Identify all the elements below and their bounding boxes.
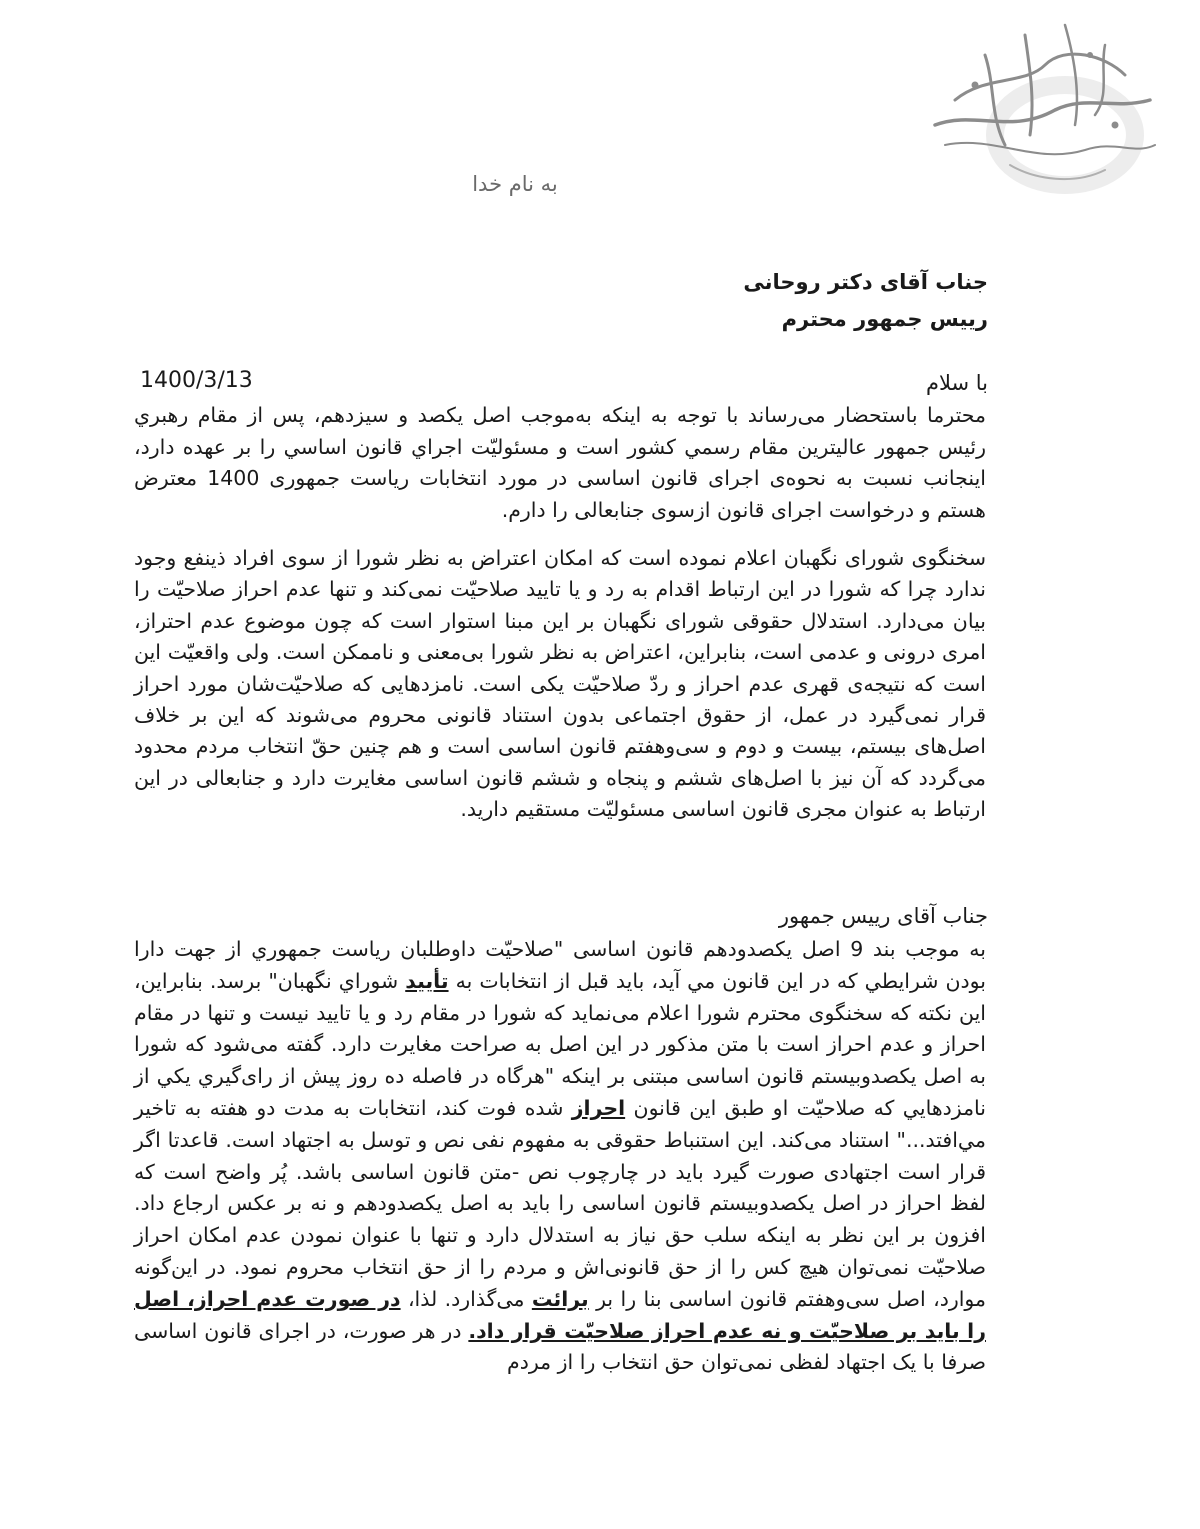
p3-text-4: می‌گذارد. لذا، xyxy=(400,1286,532,1311)
p3-underlined-approval: تأييد xyxy=(405,968,449,993)
p3-underlined-innocence: برائت xyxy=(531,1286,589,1311)
p3-text-5: در هر صورت، در اجرای قانون اساسی صرفا با یک اجتهاد لفظی نمی‌توان حق انتخاب را از مردم xyxy=(134,1318,986,1375)
p3-underlined-conclusion: در صورت عدم احراز، اصل را باید بر صلاحیّت و نه عدم احراز صلاحیّت قرار داد. xyxy=(134,1286,986,1343)
paragraph-2: سخنگوی شورای نگهبان اعلام نموده است که امکان اعتراض به نظر شورا از سوی افراد ذینفع وجود ندارد چرا که شورا در این ارتباط اقدام به رد و یا تایید صلاحیّت نمی‌کند و تنها عدم احراز صلاحیّت را بیان می‌دارد. استدلال حقوقی شورای نگهبان بر این مبنا استوار است که چون موضوع عدم احتراز، امری درونی و عدمی است، بنابراین، اعتراض به نظر شورا بی‌معنی و ناممکن است. ولی واقعیّت این است که نتیجه‌ی قهری عدم احراز و ردّ صلاحیّت یکی است. نامزدهایی که صلاحیّت‌شان مورد احراز قرار نمی‌گیرد در عمل، از حقوق اجتماعی بدون استناد قانونی محروم می‌شوند که این بر خلاف اصل‌های بیستم، بیست و دوم و سی‌وهفتم قانون اساسی است و هم چنین حقّ انتخاب مردم محدود می‌گردد که آن نیز با اصل‌های ششم و پنجاه و ششم قانون اساسی مغایرت دارد و جنابعالی در این ارتباط به عنوان مجری قانون اساسی مسئولیّت مستقیم دارید. xyxy=(134,546,986,822)
addressee-line-1: جناب آقای دکتر روحانی xyxy=(743,270,988,294)
letter-date: 1400/3/13 xyxy=(140,368,253,393)
paragraph-3 xyxy=(134,934,986,1379)
p3-underlined-verification: احراز xyxy=(571,1095,626,1120)
p3-text-2: شوراي نگهبان" برسد. بنابراین، این نکته که سخنگوی محترم شورا اعلام می‌نماید که شورا در مقام رد و یا تایید نیست و تنها در مقام احراز و عدم احراز است با متن مذکور در این اصل به صراحت مغایرت دارد. گفته می‌شود که شورا به اصل یکصدوبیستم قانون اساسی مبتنی بر اینکه "هرگاه در فاصله ده روز پيش از رای‌گیري يکي از نامزدهايي كه صلاحيّت او طبق اين قانون xyxy=(134,968,986,1120)
addressee-line-2: رییس جمهور محترم xyxy=(781,307,988,331)
greeting: با سلام xyxy=(925,371,988,395)
paragraph-1: محترما باستحضار می‌رساند با توجه به اینکه به‌موجب اصل یکصد و سیزدهم، پس از مقام رهبري رئيس جمهور عاليترين مقام رسمي كشور است و مسئولیّت اجراي قانون اساسي را بر عهده دارد، اینجانب نسبت به نحوه‌ی اجرای قانون اساسی در مورد انتخابات ریاست جمهوری 1400 معترض هستم و درخواست اجرای قانون ازسوی جنابعالی را دارم. xyxy=(134,403,986,522)
p3-text-1: به موجب بند 9 اصل یکصدودهم قانون اساسی "صلاحیّت داوطلبان ریاست جمهوري از جهت دارا بودن شرايطي كه در اين قانون مي آيد، بايد قبل از انتخابات به xyxy=(134,937,986,993)
signature-logo xyxy=(915,15,1160,205)
basmala-heading: به نام خدا xyxy=(472,172,558,196)
p3-text-3: شده فوت كند، انتخابات به مدت دو هفته به تاخير مي‌افتد..." استناد می‌کند. این استنباط حقوقی به مفهوم نفی نص و توسل به اجتهاد است. قاعدتا اگر قرار است اجتهادی صورت گیرد باید در چارچوب نص -متن قانون اساسی باشد. پُر واضح است که لفظ احراز در اصل یکصدوبیستم قانون اساسی را باید به اصل یکصدودهم و نه بر عکس ارجاع داد. افزون بر این نظر به اینکه سلب حق نیاز به استدلال دارد و تنها با عنوان نمودن عدم امکان احراز صلاحیّت نمی‌توان هیچ کس را از حق قانونی‌اش و مردم را از حق انتخاب محروم نمود. در این‌گونه موارد، اصل سی‌وهفتم قانون اساسی بنا را بر xyxy=(134,1095,986,1311)
section-heading-president: جناب آقای رییس جمهور xyxy=(778,904,988,928)
